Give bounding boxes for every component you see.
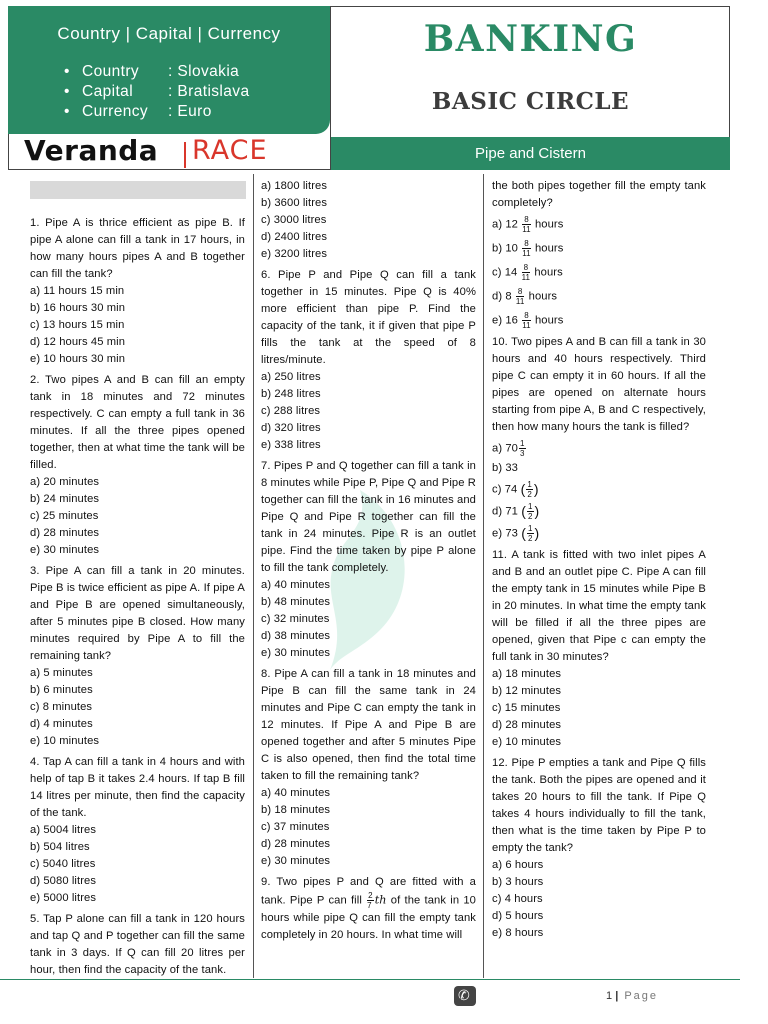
option: a) 20 minutes — [30, 476, 100, 488]
country-info-box — [8, 6, 330, 134]
option-label: a) 70 — [492, 442, 518, 455]
paren-left: ( — [521, 503, 526, 519]
option: a) 40 minutes — [261, 579, 331, 591]
question-8: 8. Pipe A can fill a tank in 18 minutes and Pipe B can fill the same tank in 24 minutes and Pipe C can empty the tank in 12 minutes. If Pipe A and Pipe B are opened together and after 5 minutes Pipe C is also opened, then find the total time taken to fill the remaining tank? — [261, 668, 476, 782]
option: c) 13 hours 15 min — [30, 319, 125, 331]
option-unit: hours — [534, 266, 563, 279]
country-info-list — [82, 62, 249, 122]
page-number-separator: | — [615, 990, 619, 1002]
question-text: of the tank in 10 hours while pipe Q can fill the empty tank completely in 20 hours. In what time will — [261, 894, 476, 941]
fraction-denominator: 11 — [522, 249, 531, 258]
option-label: e) 73 — [492, 527, 518, 540]
option: a) 1800 litres — [261, 180, 328, 192]
option: e) 10 hours 30 min — [30, 353, 126, 365]
option: c) 3000 litres — [261, 214, 327, 226]
footer-divider — [0, 979, 740, 980]
country-info-title: Country | Capital | Currency — [57, 24, 281, 43]
option — [492, 480, 706, 499]
option: a) 5 minutes — [30, 667, 93, 679]
option: c) 32 minutes — [261, 613, 330, 625]
option — [492, 263, 706, 282]
option: e) 30 minutes — [261, 855, 331, 867]
option: c) 37 minutes — [261, 821, 330, 833]
paren-right: ) — [534, 503, 540, 519]
option: a) 18 minutes — [492, 668, 562, 680]
fraction-numerator: 8 — [524, 311, 529, 320]
fraction-numerator: 8 — [524, 239, 529, 248]
option: e) 3200 litres — [261, 248, 328, 260]
column-divider — [253, 174, 254, 978]
option: a) 40 minutes — [261, 787, 331, 799]
page-number — [606, 990, 658, 1002]
question-9-continued: the both pipes together fill the empty tank completely? — [492, 180, 706, 209]
fraction — [527, 524, 534, 543]
option-label: c) 14 — [492, 266, 518, 279]
brand-logo-veranda: Veranda — [24, 134, 159, 167]
fraction-denominator: 7 — [367, 901, 372, 910]
question-10: 10. Two pipes A and B can fill a tank in 30 hours and 40 hours respectively. Third pipe C can empty it in 60 hours. If all the pipes are opened on alternate hours starting from pipe A, B and C respectively, then how many hours the tank is filled? — [492, 336, 706, 433]
option — [492, 311, 706, 330]
option-label: a) 12 — [492, 218, 518, 231]
option: a) 5004 litres — [30, 824, 97, 836]
option-label: c) 74 — [492, 483, 518, 496]
option-label: d) 71 — [492, 505, 518, 518]
option — [492, 287, 706, 306]
option-unit: hours — [534, 314, 564, 327]
fraction-numerator: 1 — [527, 480, 532, 489]
option: b) 3600 litres — [261, 197, 328, 209]
info-value: : Euro — [168, 103, 212, 120]
option: d) 5 hours — [492, 910, 544, 922]
question-5: 5. Tap P alone can fill a tank in 120 hours and tap Q and P together can fill the same tank in 3 days. If Q can fill 20 litres per hour, then find the capacity of the tank. — [30, 913, 245, 976]
option: d) 28 minutes — [261, 838, 331, 850]
fraction — [522, 215, 531, 234]
page-subtitle: BASIC CIRCLE — [431, 88, 630, 115]
column-3 — [492, 178, 706, 942]
option — [492, 215, 706, 234]
question-2: 2. Two pipes A and B can fill an empty tank in 18 minutes and 72 minutes respectively. C can empty a full tank in 36 minutes. If all the three pipes opened together, then at what time the tank will be filled. — [30, 374, 245, 471]
fraction — [526, 480, 533, 499]
fraction-denominator: 11 — [521, 273, 531, 282]
fraction — [367, 891, 374, 910]
option: e) 10 minutes — [30, 735, 100, 747]
paren-right: ) — [534, 525, 540, 541]
option: b) 18 minutes — [261, 804, 331, 816]
fraction-numerator: 8 — [517, 287, 523, 296]
option: a) 11 hours 15 min — [30, 285, 125, 297]
option-unit: hours — [534, 242, 564, 255]
option: b) 48 minutes — [261, 596, 331, 608]
option-unit: hours — [534, 218, 564, 231]
brand-logo-race: RACE — [192, 135, 268, 166]
page-title: BANKING — [423, 18, 638, 60]
question-3: 3. Pipe A can fill a tank in 20 minutes. Pipe B is twice efficient as pipe A. If pipe A and Pipe B are opened simultaneously, after 5 minutes pipe B closed. How many minutes required by Pipe A to fill the remaining tank? — [30, 565, 245, 662]
country-info-item — [82, 62, 249, 82]
fraction — [527, 502, 534, 521]
column-1 — [30, 178, 245, 979]
fraction — [522, 311, 531, 330]
option: d) 2400 litres — [261, 231, 328, 243]
option: d) 28 minutes — [492, 719, 562, 731]
option-unit: hours — [528, 290, 558, 303]
option: e) 338 litres — [261, 439, 321, 451]
page-number-label: Page — [624, 990, 659, 1002]
option: d) 28 minutes — [30, 527, 100, 539]
option: e) 5000 litres — [30, 892, 97, 904]
fraction-denominator: 11 — [522, 321, 531, 330]
fraction-numerator: 2 — [368, 891, 373, 900]
info-value: : Bratislava — [168, 83, 250, 100]
paren-left: ( — [520, 481, 526, 497]
option: d) 12 hours 45 min — [30, 336, 126, 348]
option: c) 15 minutes — [492, 702, 561, 714]
country-info-item — [82, 82, 249, 102]
option: e) 30 minutes — [261, 647, 331, 659]
fraction-denominator: 2 — [527, 534, 533, 543]
option: d) 38 minutes — [261, 630, 331, 642]
fraction-denominator: 3 — [520, 449, 525, 458]
option: c) 5040 litres — [30, 858, 96, 870]
fraction — [519, 439, 526, 458]
question-12: 12. Pipe P empties a tank and Pipe Q fills the tank. Both the pipes are opened and it takes 20 hours to fill the tank. If Pipe Q takes 4 hours individually to fill the tank, then what is the time taken by Pipe P to empty the tank? — [492, 757, 706, 854]
option: e) 8 hours — [492, 927, 544, 939]
fraction — [522, 239, 531, 258]
fraction-denominator: 2 — [527, 512, 533, 521]
info-key: Capital — [82, 83, 134, 100]
option-label: d) 8 — [492, 290, 512, 303]
ordinal-suffix: th — [374, 893, 387, 907]
fraction — [516, 287, 525, 306]
fraction-numerator: 1 — [520, 439, 525, 448]
info-value: : Slovakia — [168, 63, 240, 80]
fraction-numerator: 8 — [523, 263, 529, 272]
option — [492, 524, 706, 543]
question-11: 11. A tank is fitted with two inlet pipes A and B and an outlet pipe C. Pipe A can fill the empty tank in 15 minutes while Pipe B in 20 minutes. In what time the empty tank will be filled if all the three pipes are opened, given that Pipe c can empty the full tank in 30 minutes? — [492, 549, 706, 663]
column-divider — [483, 174, 484, 978]
info-key: Country — [82, 63, 140, 80]
fraction-denominator: 2 — [527, 490, 532, 499]
option: b) 6 minutes — [30, 684, 93, 696]
question-4: 4. Tap A can fill a tank in 4 hours and with help of tap B it takes 2.4 hours. If tap B fill 14 litres per minute, then find the capacity of the tank. — [30, 756, 245, 819]
option: e) 10 minutes — [492, 736, 562, 748]
phone-icon[interactable] — [454, 986, 476, 1006]
option: c) 25 minutes — [30, 510, 99, 522]
option: b) 504 litres — [30, 841, 90, 853]
option: b) 33 — [492, 462, 518, 474]
question-9 — [261, 874, 476, 944]
option: e) 30 minutes — [30, 544, 100, 556]
option: c) 4 hours — [492, 893, 543, 905]
option: b) 24 minutes — [30, 493, 100, 505]
option — [492, 239, 706, 258]
option: c) 288 litres — [261, 405, 321, 417]
option: b) 248 litres — [261, 388, 321, 400]
brand-divider — [184, 142, 186, 168]
option: b) 12 minutes — [492, 685, 562, 697]
question-text: 9. Two pipes P and Q are fitted with a tank. Pipe P can fill — [261, 876, 476, 907]
option — [492, 502, 706, 521]
option-label: b) 10 — [492, 242, 518, 255]
paren-right: ) — [533, 481, 539, 497]
option: d) 4 minutes — [30, 718, 93, 730]
question-6: 6. Pipe P and Pipe Q can fill a tank together in 15 minutes. Pipe Q is 40% more efficient than pipe P. Find the capacity of the tank, it if given that pipe P fills the tank at the speed of 8 litres/minute. — [261, 269, 476, 366]
option: d) 5080 litres — [30, 875, 97, 887]
fraction-numerator: 1 — [527, 502, 533, 511]
option — [492, 439, 706, 458]
option: a) 250 litres — [261, 371, 321, 383]
option: d) 320 litres — [261, 422, 321, 434]
option: b) 16 hours 30 min — [30, 302, 126, 314]
country-info-item — [82, 102, 249, 122]
fraction-denominator: 11 — [522, 225, 531, 234]
fraction-denominator: 11 — [515, 297, 525, 306]
option: a) 6 hours — [492, 859, 544, 871]
info-key: Currency — [82, 103, 149, 120]
fraction-numerator: 8 — [524, 215, 529, 224]
option: c) 8 minutes — [30, 701, 93, 713]
column-2 — [261, 178, 476, 944]
fraction — [522, 263, 531, 282]
fraction-numerator: 1 — [527, 524, 533, 533]
option-label: e) 16 — [492, 314, 518, 327]
section-bar — [30, 181, 246, 199]
topic-banner: Pipe and Cistern — [331, 137, 730, 170]
option: b) 3 hours — [492, 876, 544, 888]
brand-logo — [8, 136, 330, 170]
question-1: 1. Pipe A is thrice efficient as pipe B. If pipe A alone can fill a tank in 17 hours, in how many hours pipes A and B together can fill the tank? — [30, 217, 245, 280]
page-number-value: 1 — [606, 990, 613, 1002]
question-7: 7. Pipes P and Q together can fill a tank in 8 minutes while Pipe P, Pipe Q and Pipe R together can fill the tank in 16 minutes and Pipe Q and Pipe R together can fill the tank in 24 minutes. Pipe R is an outlet pipe. Find the time taken by pipe P alone to fill the tank completely. — [261, 460, 476, 574]
paren-left: ( — [521, 525, 526, 541]
